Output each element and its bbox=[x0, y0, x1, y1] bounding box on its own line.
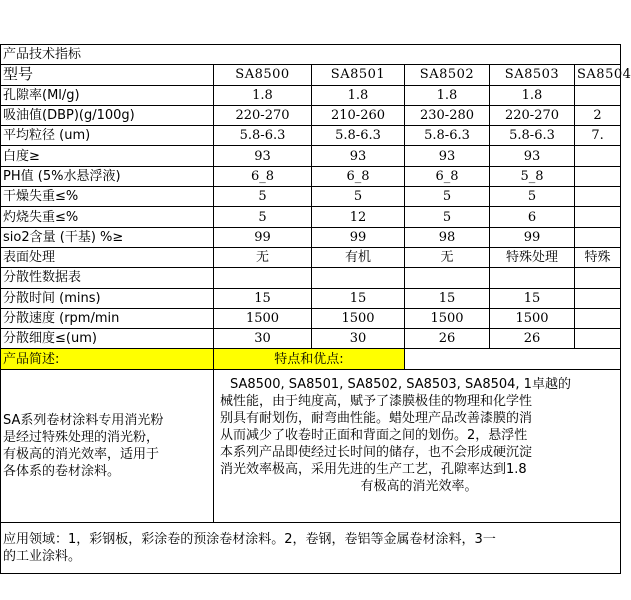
spec-value: 99 bbox=[312, 227, 405, 247]
description-left-line: SA系列卷材涂料专用消光粉 bbox=[3, 412, 164, 428]
spec-row bbox=[1, 308, 621, 328]
description-left-line: 有极高的消光效率，适用于 bbox=[3, 446, 160, 462]
description-right-line: 械性能，由于纯度高，赋予了漆膜极佳的物理和化学性 bbox=[220, 393, 533, 409]
spec-value: 5.8-6.3 bbox=[214, 126, 312, 146]
spec-value: 1.8 bbox=[312, 85, 405, 105]
spec-label: 分散时间 (mins) bbox=[1, 288, 214, 308]
spec-value: 6_8 bbox=[312, 166, 405, 186]
spec-label: PH值 (5%水悬浮液) bbox=[1, 166, 214, 186]
spec-value bbox=[490, 268, 575, 288]
spec-value bbox=[575, 85, 621, 105]
summary-row bbox=[1, 349, 621, 369]
spec-value: 5.8-6.3 bbox=[405, 126, 490, 146]
spec-value: 7. bbox=[575, 126, 621, 146]
spec-value: 6_8 bbox=[405, 166, 490, 186]
spec-value: 5 bbox=[214, 187, 312, 207]
spec-row bbox=[1, 187, 621, 207]
model-cell: SA8504 bbox=[575, 65, 621, 85]
model-cell: SA8501 bbox=[312, 65, 405, 85]
spec-value: 220-270 bbox=[214, 105, 312, 125]
spec-value bbox=[575, 166, 621, 186]
spec-row bbox=[1, 227, 621, 247]
spec-label: 灼烧失重≤% bbox=[1, 207, 214, 227]
spec-value bbox=[575, 207, 621, 227]
description-right-line: 有极高的消光效率。 bbox=[360, 478, 478, 494]
description-left bbox=[1, 369, 214, 522]
spec-value: 有机 bbox=[312, 247, 405, 267]
application-line: 的工业涂料。 bbox=[3, 548, 82, 564]
description-right-line: 消光效率极高，采用先进的生产工艺，孔隙率达到1.8 bbox=[220, 461, 527, 477]
spec-value bbox=[575, 308, 621, 328]
spec-value: 5.8-6.3 bbox=[490, 126, 575, 146]
spec-value: 1.8 bbox=[405, 85, 490, 105]
spec-value: 93 bbox=[214, 146, 312, 166]
spec-value: 1.8 bbox=[214, 85, 312, 105]
summary-label: 产品简述: bbox=[1, 349, 214, 369]
spec-value: 6_8 bbox=[214, 166, 312, 186]
spec-value: 5 bbox=[405, 187, 490, 207]
description-right-line: 本系列产品即使经过长时间的储存，也不会形成硬沉淀 bbox=[220, 444, 533, 460]
spec-value: 15 bbox=[490, 288, 575, 308]
spec-label: 干燥失重≤% bbox=[1, 187, 214, 207]
spec-row bbox=[1, 105, 621, 125]
spec-row bbox=[1, 166, 621, 186]
spec-row bbox=[1, 126, 621, 146]
spec-label: 吸油值(DBP)(g/100g) bbox=[1, 105, 214, 125]
spec-value: 1500 bbox=[214, 308, 312, 328]
model-header-label: 型号 bbox=[1, 65, 214, 85]
spec-row bbox=[1, 207, 621, 227]
spec-value: 210-260 bbox=[312, 105, 405, 125]
spec-value: 1500 bbox=[490, 308, 575, 328]
spec-value: 无 bbox=[214, 247, 312, 267]
spec-label: 表面处理 bbox=[1, 247, 214, 267]
spec-value: 5 bbox=[405, 207, 490, 227]
spec-value: 30 bbox=[312, 329, 405, 349]
spec-value: 5 bbox=[490, 187, 575, 207]
spec-value: 特殊 bbox=[575, 247, 621, 267]
spec-value: 1.8 bbox=[490, 85, 575, 105]
spec-value: 6 bbox=[490, 207, 575, 227]
spec-value: 15 bbox=[405, 288, 490, 308]
features-label: 特点和优点: bbox=[214, 349, 405, 369]
spec-value: 230-280 bbox=[405, 105, 490, 125]
spec-value: 1500 bbox=[405, 308, 490, 328]
spec-value bbox=[575, 146, 621, 166]
spec-value: 2 bbox=[575, 105, 621, 125]
application-row bbox=[1, 522, 621, 573]
spec-value bbox=[575, 268, 621, 288]
description-right bbox=[214, 369, 621, 522]
spec-value bbox=[575, 288, 621, 308]
model-cell: SA8502 bbox=[405, 65, 490, 85]
spec-value: 26 bbox=[405, 329, 490, 349]
spec-value bbox=[575, 187, 621, 207]
spec-value: 5 bbox=[312, 187, 405, 207]
spec-value: 26 bbox=[490, 329, 575, 349]
model-cell: SA8500 bbox=[214, 65, 312, 85]
spec-value: 1500 bbox=[312, 308, 405, 328]
spec-value: 93 bbox=[312, 146, 405, 166]
spec-table bbox=[0, 44, 631, 574]
spec-value: 5 bbox=[214, 207, 312, 227]
model-row bbox=[1, 65, 621, 85]
description-left-line: 各体系的卷材涂料。 bbox=[3, 463, 121, 479]
spec-value: 15 bbox=[312, 288, 405, 308]
spec-label: 白度≥ bbox=[1, 146, 214, 166]
spec-value: 99 bbox=[490, 227, 575, 247]
spec-row bbox=[1, 288, 621, 308]
spec-value: 5_8 bbox=[490, 166, 575, 186]
spec-value bbox=[312, 268, 405, 288]
spec-label: 分散性数据表 bbox=[1, 268, 214, 288]
spec-label: 孔隙率(Ml/g) bbox=[1, 85, 214, 105]
spec-value bbox=[575, 227, 621, 247]
spec-label: 分散速度 (rpm/min bbox=[1, 308, 214, 328]
spec-value: 93 bbox=[405, 146, 490, 166]
spec-value: 99 bbox=[214, 227, 312, 247]
description-right-line: 别具有耐划伤，耐弯曲性能。蜡处理产品改善漆膜的消 bbox=[220, 410, 533, 426]
spec-row bbox=[1, 268, 621, 288]
spec-value bbox=[214, 268, 312, 288]
summary-empty-cell bbox=[405, 349, 621, 369]
description-right-line: SA8500, SA8501, SA8502, SA8503, SA8504, 1卓越的 bbox=[230, 376, 571, 392]
description-left-line: 是经过特殊处理的消光粉， bbox=[3, 429, 160, 445]
spec-value: 12 bbox=[312, 207, 405, 227]
description-row bbox=[1, 369, 621, 522]
spec-label: 分散细度≤(um) bbox=[1, 329, 214, 349]
spec-value bbox=[575, 329, 621, 349]
spec-value: 特殊处理 bbox=[490, 247, 575, 267]
spec-value: 15 bbox=[214, 288, 312, 308]
spec-value: 无 bbox=[405, 247, 490, 267]
spec-row bbox=[1, 146, 621, 166]
spec-row bbox=[1, 329, 621, 349]
description-right-line: 从而减少了收卷时正面和背面之间的划伤。2，悬浮性 bbox=[220, 427, 528, 443]
spec-value: 220-270 bbox=[490, 105, 575, 125]
spec-value: 93 bbox=[490, 146, 575, 166]
spec-value: 5.8-6.3 bbox=[312, 126, 405, 146]
spec-row bbox=[1, 85, 621, 105]
spec-label: sio2含量 (干基) %≥ bbox=[1, 227, 214, 247]
spec-label: 平均粒径 (um) bbox=[1, 126, 214, 146]
model-cell: SA8503 bbox=[490, 65, 575, 85]
application-text bbox=[1, 522, 621, 573]
spec-value: 98 bbox=[405, 227, 490, 247]
spec-value bbox=[405, 268, 490, 288]
title-row bbox=[1, 45, 621, 65]
spec-row bbox=[1, 247, 621, 267]
table-title: 产品技术指标 bbox=[1, 45, 621, 65]
spec-value: 30 bbox=[214, 329, 312, 349]
application-line: 应用领域：1，彩钢板，彩涂卷的预涂卷材涂料。2，卷钢，卷铝等金属卷材涂料，3一 bbox=[3, 531, 496, 547]
